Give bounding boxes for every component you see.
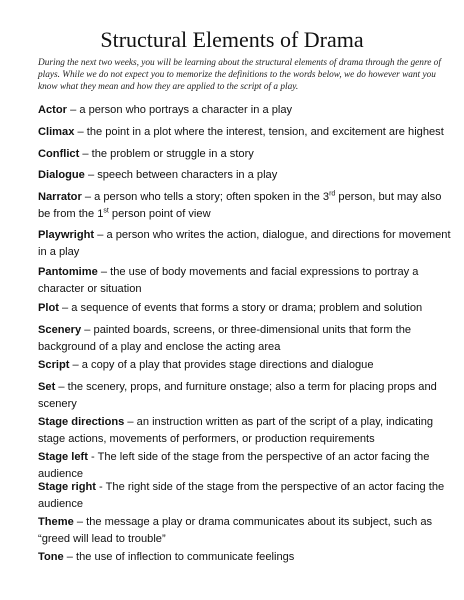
term: Conflict [38, 148, 80, 160]
definition-pantomime [38, 264, 443, 298]
definition-stage-directions [38, 414, 443, 448]
ordinal-suffix: st [103, 207, 109, 215]
definition-text: The left side of the stage from the perspective of an actor facing the [97, 451, 430, 463]
definition-text: an instruction written as part of the script of a play, indicating [136, 416, 434, 428]
separator: – [81, 324, 94, 336]
term: Stage right [38, 481, 96, 493]
definition-script [38, 357, 443, 374]
definition-text: painted boards, screens, or three-dimensional units that form the [93, 324, 412, 336]
definition-narrator [38, 189, 443, 223]
separator: – [69, 359, 82, 371]
separator: – [84, 169, 98, 181]
definition-text: the message a play or drama communicates about its subject, such as [86, 516, 433, 528]
definition-stage-right [38, 479, 443, 513]
term: Playwright [38, 229, 95, 241]
definition-theme [38, 514, 443, 548]
definition-text: in a play [38, 246, 80, 258]
separator: - [95, 481, 106, 493]
ordinal-suffix: rd [329, 190, 336, 198]
definition-playwright [38, 227, 451, 261]
definition-text: “greed will lead to trouble” [38, 533, 166, 545]
term: Tone [38, 551, 64, 563]
separator: – [97, 266, 111, 278]
term: Script [38, 359, 70, 371]
definition-climax [38, 124, 443, 141]
definition-text: be from the 1st person point of view [38, 207, 211, 220]
term: Theme [38, 516, 74, 528]
term: Stage left [38, 451, 88, 463]
separator: – [79, 148, 92, 160]
definition-text: character or situation [38, 283, 142, 295]
definition-text: audience [38, 468, 84, 480]
definition-tone [38, 549, 443, 566]
definition-actor [38, 102, 443, 119]
definition-text: the use of inflection to communicate feelings [76, 551, 295, 563]
separator: – [58, 302, 72, 314]
definition-text: The right side of the stage from the perspective of an actor facing the [105, 481, 445, 493]
intro-paragraph [38, 57, 441, 93]
definition-text: the point in a plot where the interest, tension, and excitement are highest [86, 126, 444, 138]
definition-text: background of a play and enclose the acting area [38, 341, 281, 353]
definition-text: a person who writes the action, dialogue, and directions for movement [106, 229, 451, 241]
definition-scenery [38, 322, 443, 356]
term: Narrator [38, 191, 82, 203]
term: Plot [38, 302, 59, 314]
separator: – [74, 126, 87, 138]
term: Stage directions [38, 416, 125, 428]
definition-stage-left [38, 449, 443, 483]
intro-line: know what they mean and how they are applied to the script of a play. [38, 82, 299, 92]
definition-set [38, 379, 443, 413]
definition-text: the use of body movements and facial expressions to portray a [110, 266, 419, 278]
definition-text: scenery [38, 398, 77, 410]
definition-text: audience [38, 498, 84, 510]
page-title: Structural Elements of Drama [100, 27, 364, 52]
term: Dialogue [38, 169, 85, 181]
definition-text: a copy of a play that provides stage directions and dialogue [81, 359, 374, 371]
definition-text: the scenery, props, and furniture onstage; also a term for placing props and [67, 381, 437, 393]
term: Set [38, 381, 56, 393]
definition-text: a person who portrays a character in a play [79, 104, 293, 116]
separator: - [87, 451, 98, 463]
definition-text: the problem or struggle in a story [91, 148, 254, 160]
definition-plot [38, 300, 443, 317]
separator: – [63, 551, 77, 563]
term: Scenery [38, 324, 82, 336]
intro-line: During the next two weeks, you will be learning about the structural elements of drama through the genre of [38, 58, 441, 68]
definition-conflict [38, 146, 443, 163]
definition-text: speech between characters in a play [97, 169, 278, 181]
definition-text: a sequence of events that forms a story or drama; problem and solution [71, 302, 423, 314]
term: Actor [38, 104, 67, 116]
separator: – [124, 416, 137, 428]
definition-text: a person who tells a story; often spoken in the 3rd person, but may also [94, 190, 442, 203]
separator: – [66, 104, 80, 116]
term: Pantomime [38, 266, 98, 278]
term: Climax [38, 126, 75, 138]
separator: – [94, 229, 107, 241]
definition-dialogue [38, 167, 443, 184]
separator: – [81, 191, 95, 203]
definition-text: stage actions, movements of performers, or production requirements [38, 433, 375, 445]
separator: – [55, 381, 68, 393]
intro-line: plays. While we do not expect you to memorize the definitions to the words below, we do however want you [38, 70, 436, 80]
separator: – [73, 516, 87, 528]
